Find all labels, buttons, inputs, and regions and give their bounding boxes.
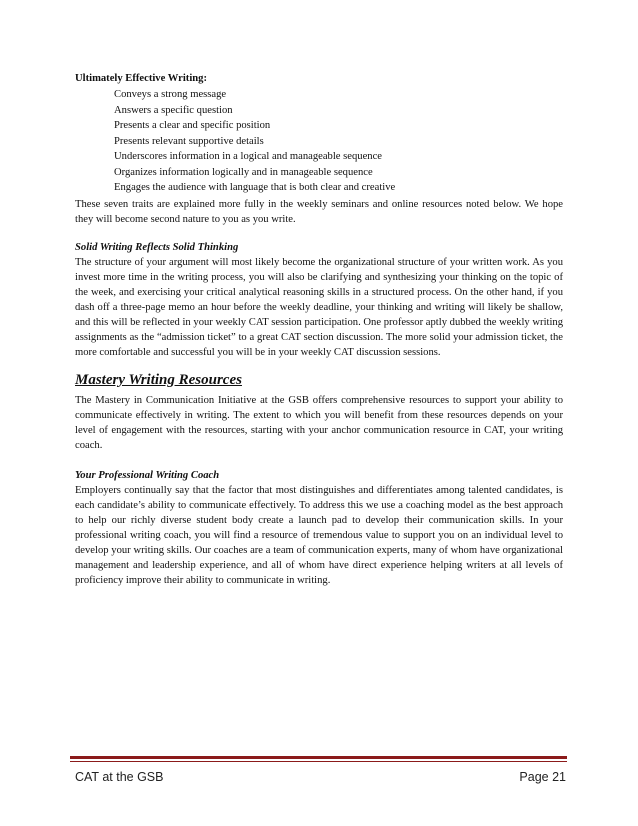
mastery-paragraph: The Mastery in Communication Initiative at the GSB offers comprehensive resources to support your ability to communicate effectively in writing. The extent to which you will benefit from these resources depends on your level of engagement with the resources, starting with your anchor communication resource in CAT, your writing coach. [75, 395, 563, 451]
list-item: Presents relevant supportive details [114, 135, 264, 147]
writing-coach-paragraph: Employers continually say that the factor that most distinguishes and differentiates among talented candidates, is each candidate’s ability to communicate effectively. To address this we use a coaching model as the best approach to help our richly diverse student body create a launch pad to develop their communication skills. In your professional writing coach, you will find a resource of tremendous value to support you on an individual level to develop your writing skills. Our coaches are a team of communication experts, many of whom have organizational management and leadership experience, and all of whom have direct experience helping writers at all levels of proficiency improve their ability to communicate in writing. [75, 485, 563, 586]
list-item: Answers a specific question [114, 104, 233, 116]
list-item: Presents a clear and specific position [114, 120, 271, 131]
list-item: Conveys a strong message [114, 89, 227, 100]
footer-divider-thin [70, 761, 567, 762]
footer-title: CAT at the GSB [75, 770, 164, 784]
intro-paragraph: These seven traits are explained more fully in the weekly seminars and online resources noted below. We hope they will become second nature to you as you write. [75, 199, 563, 225]
page-number: Page 21 [519, 770, 566, 784]
solid-writing-paragraph: The structure of your argument will most likely become the organizational structure of your written work. As you invest more time in the writing process, you will also be clarifying and synthesizing your thinking on the topic of the week, and exercising your critical analytical reasoning skills in a structured process. On the other hand, if you dash off a three-page memo an hour before the weekly deadline, your thinking and writing will likely be shallow, and this will be reflected in your weekly CAT session participation. One professor aptly dubbed the weekly writing assignments as the “admission ticket” to a great CAT section discussion. The more solid your admission ticket, the more comfortable and successful you will be in your weekly CAT discussion sessions. [75, 257, 563, 358]
list-item: Engages the audience with language that is both clear and creative [114, 182, 396, 193]
mastery-heading: Mastery Writing Resources [75, 372, 242, 388]
footer-divider [70, 756, 567, 759]
solid-writing-heading: Solid Writing Reflects Solid Thinking [75, 242, 239, 253]
traits-list [114, 87, 554, 196]
traits-title: Ultimately Effective Writing: [75, 73, 207, 84]
list-item: Organizes information logically and in manageable sequence [114, 166, 373, 178]
list-item: Underscores information in a logical and manageable sequence [114, 151, 382, 162]
writing-coach-heading: Your Professional Writing Coach [75, 470, 220, 481]
